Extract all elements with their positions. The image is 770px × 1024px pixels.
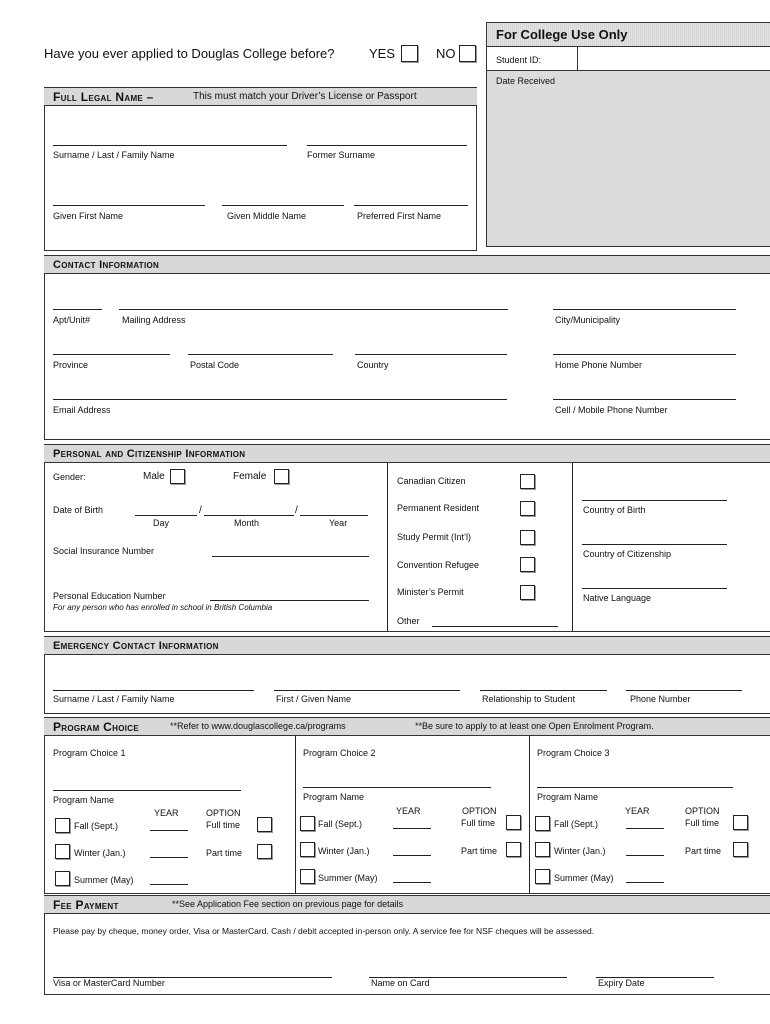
program-3-winter-label: Winter (Jan.) — [554, 846, 606, 856]
country-birth-label: Country of Birth — [583, 505, 646, 515]
male-checkbox[interactable] — [170, 469, 185, 484]
dob-month-line[interactable] — [204, 515, 294, 516]
program-1-summer-label: Summer (May) — [74, 875, 134, 885]
program-1-summer-checkbox[interactable] — [55, 871, 70, 886]
native-language-label: Native Language — [583, 593, 652, 603]
emergency-surname-label: Surname / Last / Family Name — [53, 694, 175, 704]
pen-note: For any person who has enrolled in school in British Columbia — [53, 603, 273, 612]
program-3-fall-label: Fall (Sept.) — [554, 819, 599, 829]
native-language-line[interactable] — [582, 588, 727, 589]
status-canadian-checkbox[interactable] — [520, 474, 535, 489]
country-birth-line[interactable] — [582, 500, 727, 501]
program-3-winter-year-line[interactable] — [626, 855, 664, 856]
program-3-option-header: OPTION — [685, 806, 720, 816]
country-citizenship-line[interactable] — [582, 544, 727, 545]
status-canadian-label: Canadian Citizen — [397, 476, 466, 486]
emergency-first-line[interactable] — [274, 690, 460, 691]
fee-heading: Fee Payment — [53, 898, 119, 912]
emergency-first-label: First / Given Name — [276, 694, 352, 704]
cell-label: Cell / Mobile Phone Number — [555, 405, 668, 415]
status-study-checkbox[interactable] — [520, 530, 535, 545]
fee-instructions: Please pay by cheque, money order, Visa or MasterCard. Cash / debit accepted in-person only. A service fee for NSF cheques will be assessed. — [53, 926, 595, 936]
program-3-parttime-checkbox[interactable] — [733, 842, 748, 857]
student-id-row — [487, 47, 770, 71]
province-label: Province — [53, 360, 89, 370]
contact-bar — [44, 255, 770, 274]
status-refugee-checkbox[interactable] — [520, 557, 535, 572]
status-minister-label: Minister’s Permit — [397, 587, 464, 597]
province-line[interactable] — [53, 354, 170, 355]
given-middle-label: Given Middle Name — [227, 211, 307, 221]
mailing-line[interactable] — [119, 309, 508, 310]
program-2-summer-checkbox[interactable] — [300, 869, 315, 884]
college-use-title: For College Use Only — [496, 27, 628, 42]
country-line[interactable] — [355, 354, 507, 355]
card-number-label: Visa or MasterCard Number — [53, 978, 165, 988]
surname-line[interactable] — [53, 145, 287, 146]
program-bar — [44, 717, 770, 736]
given-first-label: Given First Name — [53, 211, 124, 221]
program-3-parttime-label: Part time — [685, 846, 722, 856]
expiry-label: Expiry Date — [598, 978, 645, 988]
email-label: Email Address — [53, 405, 111, 415]
fee-bar — [44, 895, 770, 914]
program-1-parttime-checkbox[interactable] — [257, 844, 272, 859]
program-3-winter-checkbox[interactable] — [535, 842, 550, 857]
legal-name-bar — [44, 87, 477, 106]
program-2-fall-year-line[interactable] — [393, 828, 431, 829]
postal-line[interactable] — [188, 354, 333, 355]
sin-label: Social Insurance Number — [53, 546, 155, 556]
applied-no-checkbox[interactable] — [459, 45, 476, 62]
program-2-summer-label: Summer (May) — [318, 873, 378, 883]
dob-year-label: Year — [329, 518, 348, 528]
program-1-fall-label: Fall (Sept.) — [74, 821, 119, 831]
program-3-fulltime-label: Full time — [685, 818, 720, 828]
emergency-phone-label: Phone Number — [630, 694, 691, 704]
program-note-2: **Be sure to apply to at least one Open Enrolment Program. — [415, 721, 654, 731]
status-study-label: Study Permit (Int’l) — [397, 532, 472, 542]
name-on-card-label: Name on Card — [371, 978, 430, 988]
program-2-fulltime-label: Full time — [461, 818, 496, 828]
program-1-year-header: YEAR — [154, 808, 179, 818]
former-surname-label: Former Surname — [307, 150, 376, 160]
pen-label: Personal Education Number — [53, 591, 166, 601]
male-label: Male — [143, 471, 165, 482]
applied-no-label: NO — [436, 46, 456, 61]
emergency-relationship-line[interactable] — [480, 690, 607, 691]
status-pr-checkbox[interactable] — [520, 501, 535, 516]
program-1-winter-checkbox[interactable] — [55, 844, 70, 859]
former-surname-line[interactable] — [307, 145, 467, 146]
apt-label: Apt/Unit# — [53, 315, 91, 325]
emergency-bar — [44, 636, 770, 655]
dob-year-line[interactable] — [300, 515, 368, 516]
program-2-summer-year-line[interactable] — [393, 882, 431, 883]
given-first-line[interactable] — [53, 205, 205, 206]
program-2-winter-label: Winter (Jan.) — [318, 846, 370, 856]
program-2-parttime-checkbox[interactable] — [506, 842, 521, 857]
pen-line[interactable] — [210, 600, 369, 601]
dob-day-line[interactable] — [135, 515, 197, 516]
status-minister-checkbox[interactable] — [520, 585, 535, 600]
sin-line[interactable] — [212, 556, 369, 557]
legal-name-note: This must match your Driver’s License or Passport — [193, 91, 417, 102]
personal-divider-2 — [572, 463, 573, 632]
email-line[interactable] — [53, 399, 507, 400]
city-label: City/Municipality — [555, 315, 621, 325]
program-1-parttime-label: Part time — [206, 848, 243, 858]
program-1-fulltime-checkbox[interactable] — [257, 817, 272, 832]
personal-heading: Personal and Citizenship Information — [53, 448, 246, 460]
emergency-surname-line[interactable] — [53, 690, 254, 691]
dob-day-label: Day — [153, 518, 170, 528]
status-other-line[interactable] — [432, 626, 558, 627]
program-divider-2 — [529, 736, 530, 894]
program-3-summer-label: Summer (May) — [554, 873, 614, 883]
dob-slash-2: / — [295, 505, 298, 516]
program-2-name-line[interactable] — [303, 787, 491, 788]
personal-bar — [44, 444, 770, 463]
program-2-fall-checkbox[interactable] — [300, 816, 315, 831]
cell-line[interactable] — [553, 399, 736, 400]
program-1-fall-checkbox[interactable] — [55, 818, 70, 833]
country-label: Country — [357, 360, 389, 370]
emergency-phone-line[interactable] — [626, 690, 742, 691]
student-id-label: Student ID: — [496, 55, 542, 65]
program-2-fall-label: Fall (Sept.) — [318, 819, 363, 829]
program-3-summer-year-line[interactable] — [626, 882, 664, 883]
home-phone-label: Home Phone Number — [555, 360, 643, 370]
applied-before-question: Have you ever applied to Douglas College before? — [44, 46, 335, 61]
program-2-winter-year-line[interactable] — [393, 855, 431, 856]
program-1-winter-label: Winter (Jan.) — [74, 848, 126, 858]
program-1-fulltime-label: Full time — [206, 820, 241, 830]
program-2-parttime-label: Part time — [461, 846, 498, 856]
program-choice-3-title: Program Choice 3 — [537, 748, 610, 758]
status-pr-label: Permanent Resident — [397, 503, 480, 513]
program-note-1: **Refer to www.douglascollege.ca/programs — [170, 721, 346, 731]
applied-yes-label: YES — [369, 46, 396, 61]
dob-month-label: Month — [234, 518, 260, 528]
personal-divider-1 — [387, 463, 388, 632]
mailing-label: Mailing Address — [122, 315, 186, 325]
postal-label: Postal Code — [190, 360, 240, 370]
program-3-name-label: Program Name — [537, 792, 599, 802]
program-choice-1-title: Program Choice 1 — [53, 748, 126, 758]
apt-line[interactable] — [53, 309, 102, 310]
program-3-fall-year-line[interactable] — [626, 828, 664, 829]
student-id-divider — [577, 47, 578, 70]
program-heading: Program Choice — [53, 720, 139, 734]
surname-label: Surname / Last / Family Name — [53, 150, 175, 160]
home-phone-line[interactable] — [553, 354, 736, 355]
female-checkbox[interactable] — [274, 469, 289, 484]
program-2-name-label: Program Name — [303, 792, 365, 802]
program-3-summer-checkbox[interactable] — [535, 869, 550, 884]
date-received-label: Date Received — [496, 76, 556, 86]
program-1-name-label: Program Name — [53, 795, 115, 805]
legal-name-heading: Full Legal Name – — [53, 90, 154, 104]
program-3-fulltime-checkbox[interactable] — [733, 815, 748, 830]
program-choice-2-title: Program Choice 2 — [303, 748, 376, 758]
program-2-winter-checkbox[interactable] — [300, 842, 315, 857]
preferred-first-line[interactable] — [354, 205, 468, 206]
city-line[interactable] — [553, 309, 736, 310]
contact-heading: Contact Information — [53, 259, 160, 271]
given-middle-line[interactable] — [222, 205, 344, 206]
status-other-label: Other — [397, 616, 420, 626]
dob-slash-1: / — [199, 505, 202, 516]
preferred-first-label: Preferred First Name — [357, 211, 442, 221]
program-3-fall-checkbox[interactable] — [535, 816, 550, 831]
fee-note: **See Application Fee section on previous page for details — [172, 899, 404, 909]
emergency-relationship-label: Relationship to Student — [482, 694, 576, 704]
program-2-option-header: OPTION — [462, 806, 497, 816]
program-1-option-header: OPTION — [206, 808, 241, 818]
program-3-name-line[interactable] — [537, 787, 733, 788]
program-1-winter-year-line[interactable] — [150, 857, 188, 858]
program-1-summer-year-line[interactable] — [150, 884, 188, 885]
program-2-fulltime-checkbox[interactable] — [506, 815, 521, 830]
program-divider-1 — [295, 736, 296, 894]
legal-name-section — [44, 87, 477, 251]
applied-yes-checkbox[interactable] — [401, 45, 418, 62]
program-1-fall-year-line[interactable] — [150, 830, 188, 831]
program-3-year-header: YEAR — [625, 806, 650, 816]
program-2-year-header: YEAR — [396, 806, 421, 816]
program-1-name-line[interactable] — [53, 790, 241, 791]
college-use-header — [487, 23, 770, 47]
college-use-box — [486, 22, 770, 247]
gender-label: Gender: — [53, 472, 86, 482]
female-label: Female — [233, 471, 267, 482]
dob-label: Date of Birth — [53, 505, 104, 515]
country-citizenship-label: Country of Citizenship — [583, 549, 672, 559]
emergency-heading: Emergency Contact Information — [53, 640, 219, 652]
status-refugee-label: Convention Refugee — [397, 560, 480, 570]
